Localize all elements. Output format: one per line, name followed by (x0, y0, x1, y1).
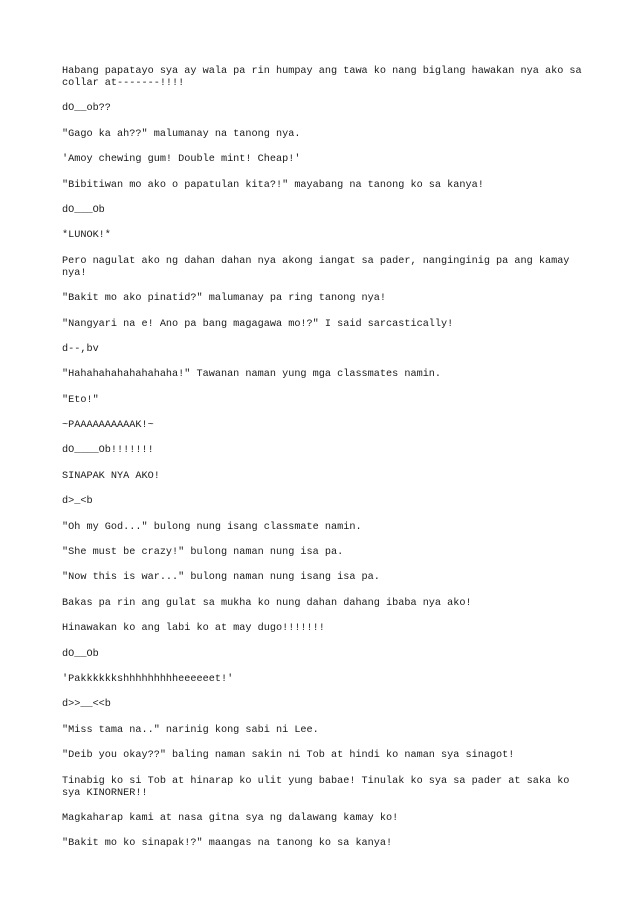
paragraph: ~PAAAAAAAAAAK!~ (62, 420, 154, 432)
paragraph: dO____Ob!!!!!!! (62, 445, 154, 457)
paragraph: Habang papatayo sya ay wala pa rin humpay ang tawa ko nang biglang hawakan nya ako sa collar at-------!!!! (62, 66, 588, 89)
paragraph: "Bibitiwan mo ako o papatulan kita?!" mayabang na tanong ko sa kanya! (62, 179, 484, 191)
paragraph: dO__Ob (62, 648, 99, 660)
paragraph: "Bakit mo ko sinapak!?" maangas na tanong ko sa kanya! (62, 838, 393, 850)
paragraph: 'Amoy chewing gum! Double mint! Cheap!' (62, 154, 301, 166)
paragraph: d--,bv (62, 343, 99, 355)
paragraph: "She must be crazy!" bulong naman nung isa pa. (62, 547, 344, 559)
paragraph: *LUNOK!* (62, 230, 111, 242)
paragraph: "Nangyari na e! Ano pa bang magagawa mo!?" I said sarcastically! (62, 318, 454, 330)
paragraph: "Eto!" (62, 394, 99, 406)
paragraph: "Now this is war..." bulong naman nung isang isa pa. (62, 572, 380, 584)
paragraph: d>_<b (62, 496, 93, 508)
paragraph: dO___Ob (62, 204, 105, 216)
paragraph: Hinawakan ko ang labi ko at may dugo!!!!!!! (62, 623, 325, 635)
paragraph: "Gago ka ah??" malumanay na tanong nya. (62, 128, 301, 140)
paragraph: d>>__<<b (62, 699, 111, 711)
paragraph: Pero nagulat ako ng dahan dahan nya akong iangat sa pader, nanginginig pa ang kamay nya! (62, 255, 576, 279)
paragraph: Magkaharap kami at nasa gitna sya ng dalawang kamay ko! (62, 812, 399, 824)
paragraph: SINAPAK NYA AKO! (62, 470, 160, 482)
paragraph: 'Pakkkkkkshhhhhhhhheeeeeet!' (62, 673, 234, 685)
paragraph: Tinabig ko si Tob at hinarap ko ulit yung babae! Tinulak ko sya sa pader at saka ko sya KINORNER!! (62, 775, 576, 799)
paragraph: "Deib you okay??" baling naman sakin ni Tob at hindi ko naman sya sinagot! (62, 750, 515, 762)
paragraph: dO__ob?? (62, 103, 111, 115)
paragraph: "Hahahahahahahahaha!" Tawanan naman yung mga classmates namin. (62, 369, 442, 381)
paragraph: "Oh my God..." bulong nung isang classmate namin. (62, 521, 362, 533)
paragraph: Bakas pa rin ang gulat sa mukha ko nung dahan dahang ibaba nya ako! (62, 597, 472, 609)
story-text-body (62, 66, 592, 864)
paragraph: "Miss tama na.." narinig kong sabi ni Lee. (62, 724, 319, 736)
paragraph: "Bakit mo ako pinatid?" malumanay pa ring tanong nya! (62, 293, 387, 305)
